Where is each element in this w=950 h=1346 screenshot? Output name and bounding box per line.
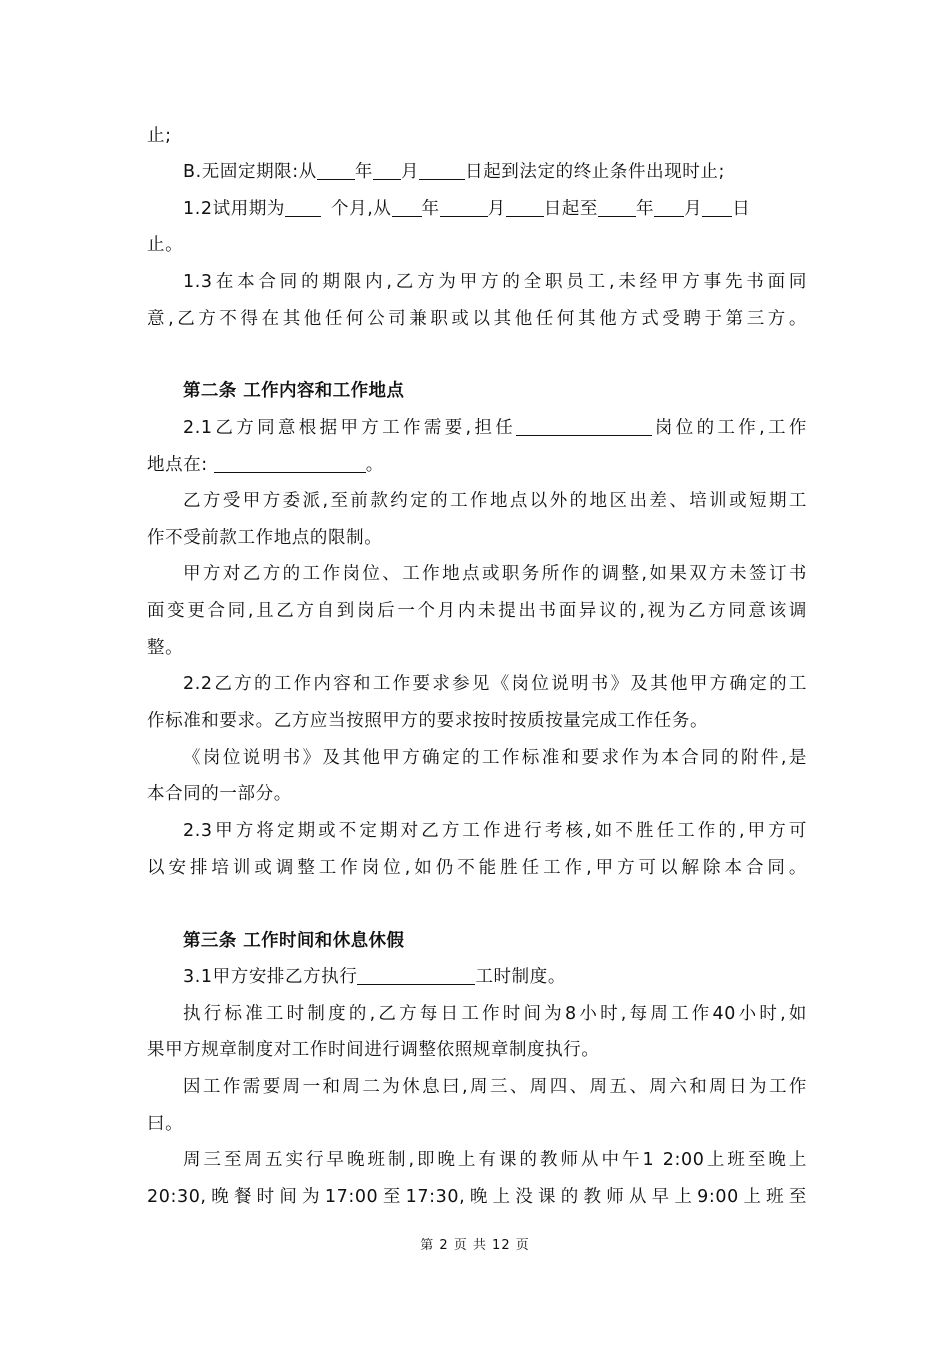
blank-field [317, 157, 355, 180]
line-4: 止。 [147, 235, 184, 255]
blank-field [419, 157, 465, 180]
line-16: 《岗位说明书》及其他甲方确定的工作标准和要求作为本合同的附件,是 [183, 748, 807, 768]
line-14: 2.2乙方的工作内容和工作要求参见《岗位说明书》及其他甲方确定的工 [183, 674, 807, 694]
line-22: 果甲方规章制度对工作时间进行调整依照规章制度执行。 [147, 1040, 600, 1060]
line-17: 本合同的一部分。 [147, 784, 292, 804]
blank-field [214, 450, 366, 473]
line-23: 因工作需要周一和周二为休息曰,周三、周四、周五、周六和周日为工作 [183, 1077, 807, 1097]
blank-field [506, 194, 544, 217]
blank-field [392, 194, 422, 217]
line-13: 整。 [147, 638, 184, 658]
page-number-footer: 第 2 页 共 12 页 [420, 1238, 530, 1253]
blank-field [654, 194, 684, 217]
line-1: 止; [147, 126, 172, 146]
section-2-heading: 第二条 工作内容和工作地点 [183, 381, 405, 401]
line-24: 曰。 [147, 1114, 184, 1134]
line-20: 3.1甲方安排乙方执行 工时制度。 [183, 957, 807, 997]
line-18: 2.3甲方将定期或不定期对乙方工作进行考核,如不胜任工作的,甲方可 [183, 821, 807, 841]
line-10: 作不受前款工作地点的限制。 [147, 528, 383, 548]
blank-field [598, 194, 636, 217]
blank-field [357, 962, 475, 985]
blank-field [702, 194, 732, 217]
line-6: 意,乙方不得在其他任何公司兼职或以其他任何其他方式受聘于第三方。 [147, 309, 807, 329]
section-3-heading: 第三条 工作时间和休息休假 [183, 931, 405, 951]
line-25: 周三至周五实行早晚班制,即晚上有课的教师从中午1 2:00上班至晚上 [183, 1150, 807, 1170]
blank-field [516, 413, 652, 436]
blank-field [285, 194, 321, 217]
blank-field [373, 157, 401, 180]
line-11: 甲方对乙方的工作岗位、工作地点或职务所作的调整,如果双方未签订书 [183, 564, 807, 584]
line-12: 面变更合同,且乙方自到岗后一个月内未提出书面异议的,视为乙方同意该调 [147, 601, 807, 621]
line-9: 乙方受甲方委派,至前款约定的工作地点以外的地区出差、培训或短期工 [183, 491, 807, 511]
blank-field [440, 194, 488, 217]
line-21: 执行标准工时制度的,乙方每日工作时间为8小时,每周工作40小时,如 [183, 1004, 807, 1024]
line-26: 20:30,晚餐时间为17:00至17:30,晚上没课的教师从早上9:00上班至 [147, 1187, 807, 1207]
line-3: 1.2试用期为 个月,从 年 月 日起至 年 月 日 [183, 189, 807, 229]
line-2: B.无固定期限:从 年 月 日起到法定的终止条件出现时止; [183, 152, 807, 192]
line-15: 作标准和要求。乙方应当按照甲方的要求按时按质按量完成工作任务。 [147, 711, 709, 731]
line-5: 1.3在本合同的期限内,乙方为甲方的全职员工,未经甲方事先书面同 [183, 272, 807, 292]
line-8: 地点在: 。 [147, 445, 807, 485]
line-7: 2.1乙方同意根据甲方工作需要,担任 岗位的工作,工作 [183, 408, 807, 448]
line-19: 以安排培训或调整工作岗位,如仍不能胜任工作,甲方可以解除本合同。 [147, 858, 807, 878]
